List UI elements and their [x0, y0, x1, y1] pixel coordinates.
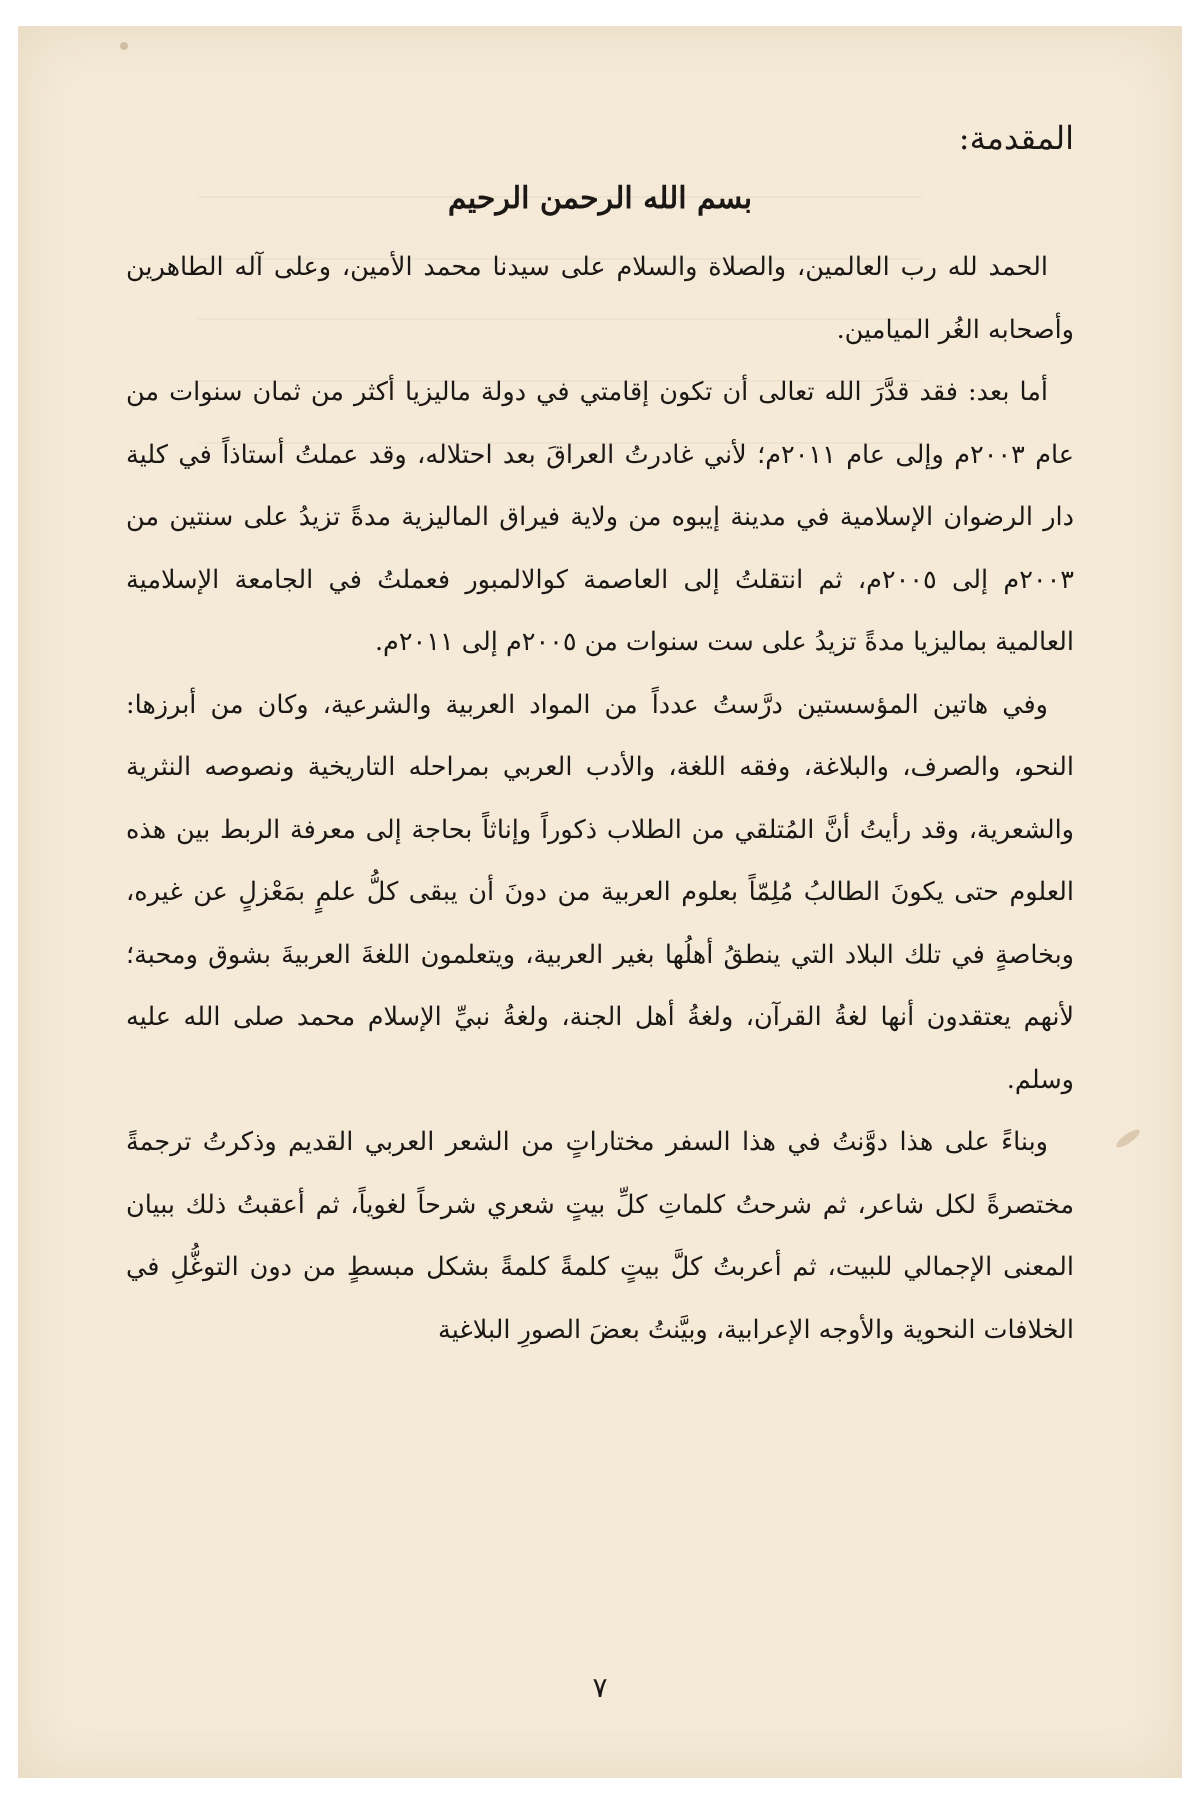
paragraph-book-method: وبناءً على هذا دوَّنتُ في هذا السفر مختاراتٍ من الشعر العربي القديم وذكرتُ ترجمةً مختصرةً لكل شاعر، ثم شرحتُ كلماتِ كلِّ بيتٍ شعري شرحاً لغوياً، ثم أعقبتُ ذلك ببيان المعنى الإجمالي للبيت، ثم أعربتُ كلَّ بيتٍ كلمةً كلمةً بشكل مبسطٍ من دون التوغُّلِ في الخلافات النحوية والأوجه الإعرابية، وبيَّنتُ بعضَ الصورِ البلاغية: [126, 1127, 1074, 1345]
book-page: [18, 26, 1182, 1778]
page-text: [126, 114, 1074, 1361]
paragraph-opening-praise: الحمد لله رب العالمين، والصلاة والسلام على سيدنا محمد الأمين، وعلى آله الطاهرين وأصحابه الغُر الميامين.: [126, 252, 1074, 345]
ink-speck: [120, 42, 128, 50]
basmala: بسم الله الرحمن الرحيم: [447, 181, 753, 216]
page-number: ٧: [592, 1671, 608, 1704]
paragraph-residence-malaysia: أما بعد: فقد قدَّرَ الله تعالى أن تكون إقامتي في دولة ماليزيا أكثر من ثمان سنوات من عام ٢٠٠٣م وإلى عام ٢٠١١م؛ لأني غادرتُ العراقَ بعد احتلاله، وقد عملتُ أستاذاً في كلية دار الرضوان الإسلامية في مدينة إيبوه من ولاية فيراق الماليزية مدةً تزيدُ على سنتين من ٢٠٠٣م إلى ٢٠٠٥م، ثم انتقلتُ إلى العاصمة كوالالمبور فعملتُ في الجامعة الإسلامية العالمية بماليزيا مدةً تزيدُ على ست سنوات من ٢٠٠٥م إلى ٢٠١١م.: [126, 377, 1074, 657]
section-heading: المقدمة:: [958, 119, 1074, 157]
paragraph-teaching-subjects: وفي هاتين المؤسستين درَّستُ عدداً من المواد العربية والشرعية، وكان من أبرزها: النحو، والصرف، والبلاغة، وفقه اللغة، والأدب العربي بمراحله التاريخية ونصوصه النثرية والشعرية، وقد رأيتُ أنَّ المُتلقي من الطلاب ذكوراً وإناثاً بحاجة إلى معرفة الربط بين هذه العلوم حتى يكونَ الطالبُ مُلِمّاً بعلوم العربية من دونَ أن يبقى كلُّ علمٍ بمَعْزلٍ عن غيره، وبخاصةٍ في تلك البلاد التي ينطقُ أهلُها بغير العربية، ويتعلمون اللغةَ العربيةَ بشوق ومحبة؛ لأنهم يعتقدون أنها لغةُ القرآن، ولغةُ أهل الجنة، ولغةُ نبيِّ الإسلام محمد صلى الله عليه وسلم.: [126, 689, 1074, 1095]
page-blemish: [1114, 1127, 1142, 1150]
